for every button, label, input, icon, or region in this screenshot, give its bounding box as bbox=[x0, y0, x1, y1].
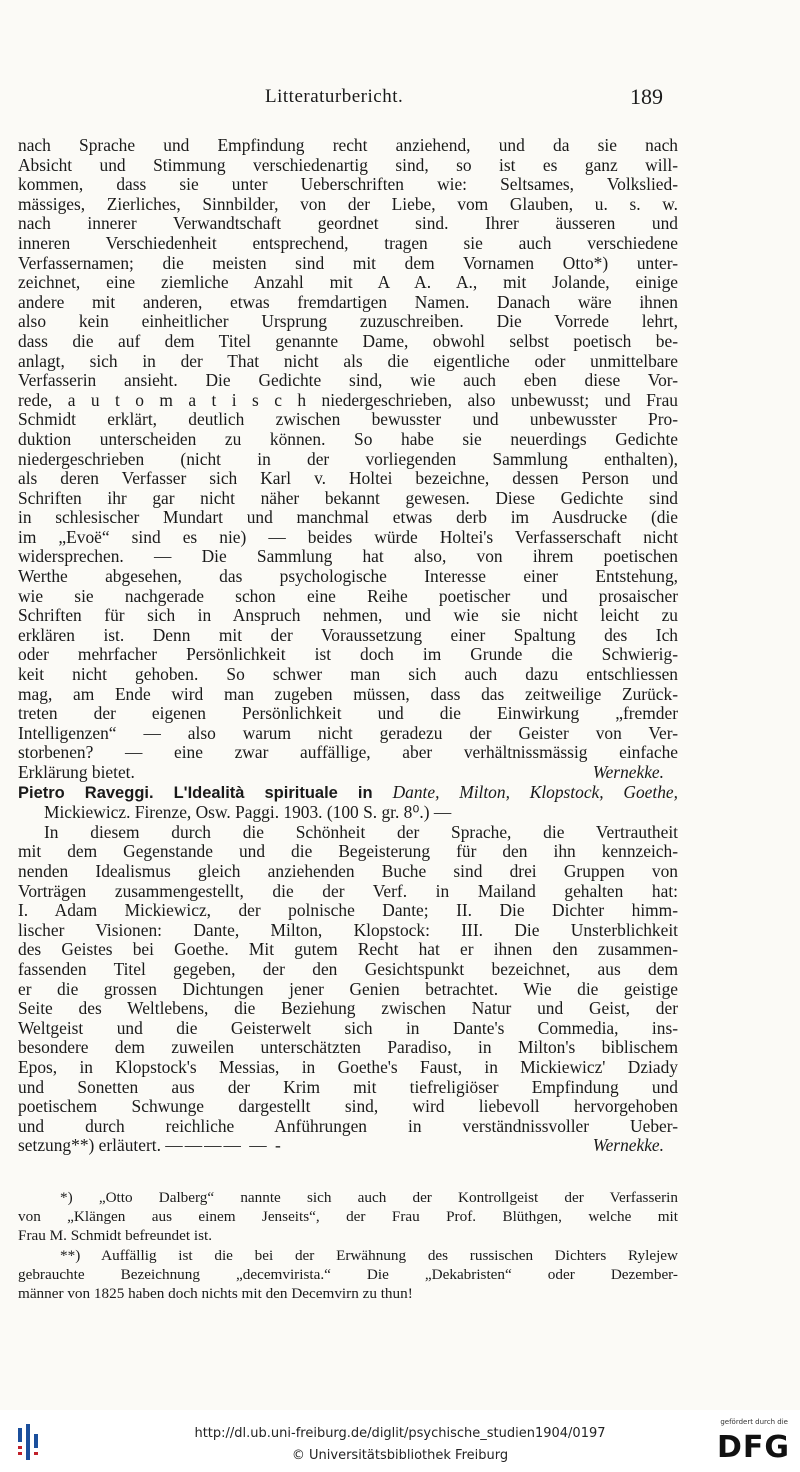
funder-caption: gefördert durch die bbox=[720, 1418, 788, 1426]
footnote-line: männer von 1825 haben doch nichts mit den Decemvirn zu thun! bbox=[18, 1285, 413, 1303]
footnote-line: Frau M. Schmidt befreundet ist. bbox=[18, 1227, 213, 1245]
text-line: besondere dem zuweilen unterschätzten Paradiso, in Milton's biblischem bbox=[18, 1037, 678, 1058]
text-line: nach Sprache und Empfindung recht anziehend, und da sie nach bbox=[18, 135, 678, 155]
text-line: lischer Visionen: Dante, Milton, Klopstock: III. Die Unsterblichkeit bbox=[18, 919, 678, 940]
text-line: als deren Verfasser sich Karl v. Holtei bezeichne, dessen Person und bbox=[18, 468, 678, 489]
text-line: nach innerer Verwandtschaft geordnet sind. Ihrer äusseren und bbox=[18, 213, 678, 234]
text-line: In diesem durch die Schönheit der Sprache, die Vertrautheit bbox=[44, 821, 678, 842]
text-line: im „Evoë“ sind es nie) — beides würde Holtei's Verfasserschaft nicht bbox=[18, 526, 678, 547]
text-line: Epos, in Klopstock's Messias, in Goethe's Faust, in Mickiewicz' Dziady bbox=[18, 1056, 678, 1077]
dfg-logo-text: DFG bbox=[716, 1430, 790, 1465]
text-line: des Geistes bei Goethe. Mit gutem Recht hat er ihnen den zusammen- bbox=[18, 939, 678, 960]
footnote-line: *) „Otto Dalberg“ nannte sich auch der Kontrollgeist der Verfasserin bbox=[60, 1189, 678, 1206]
text-line: andere mit anderen, etwas fremdartigen Namen. Danach wäre ihnen bbox=[18, 291, 678, 312]
text-line: mag, am Ende wird man zugeben müssen, dass das zeitweilige Zurück- bbox=[18, 683, 678, 704]
reviewer-signature: Wernekke. bbox=[592, 1135, 664, 1156]
footnotes bbox=[18, 1188, 678, 1303]
text-line: anlagt, sich in der That nicht als die eigentliche oder unmittelbare bbox=[18, 350, 678, 371]
text-line: mässiges, Zierliches, Sinnbilder, von der Liebe, vom Glauben, u. s. w. bbox=[18, 193, 678, 214]
text-line: duktion unterscheiden zu können. So habe sie neuerdings Gedichte bbox=[18, 428, 678, 449]
text-line: treten der eigenen Persönlichkeit und die Einwirkung „fremder bbox=[18, 703, 678, 724]
text-line: Absicht und Stimmung verschiedenartig sind, so ist es ganz will- bbox=[18, 154, 678, 175]
reviewer-signature: Wernekke. bbox=[592, 762, 664, 782]
text-line: und durch reichliche Anführungen in verständnissvoller Ueber- bbox=[18, 1115, 678, 1136]
text-line: nenden Idealismus gleich anziehenden Buche sind drei Gruppen von bbox=[18, 860, 678, 881]
text-line: Schriften ihr gar nicht näher bekannt gewesen. Diese Gedichte sind bbox=[18, 487, 678, 508]
text-line: widersprechen. — Die Sammlung hat also, von ihrem poetischen bbox=[18, 546, 678, 567]
text-line: also kein einheitlicher Ursprung zuzuschreiben. Die Vorrede lehrt, bbox=[18, 311, 678, 332]
page-number: 189 bbox=[630, 84, 663, 109]
paragraph-end: Erklärung bietet. Wernekke. bbox=[18, 763, 678, 783]
permalink[interactable]: http://dl.ub.uni-freiburg.de/diglit/psychische_studien1904/0197 bbox=[194, 1426, 606, 1441]
copyright-notice: © Universitätsbibliothek Freiburg bbox=[291, 1448, 509, 1463]
running-head: Litteraturbericht. bbox=[265, 86, 404, 107]
text-line: Werthe abgesehen, das psychologische Interesse einer Entstehung, bbox=[18, 566, 678, 587]
text-line: rede, a u t o m a t i s c h niedergeschrieben, also unbewusst; und Frau bbox=[18, 389, 678, 410]
text-line: Seite des Weltlebens, die Beziehung zwischen Natur und Geist, der bbox=[18, 998, 678, 1019]
footnote-line: gebrauchte Bezeichnung „decemvirista.“ Die „Dekabristen“ oder Dezember- bbox=[18, 1265, 678, 1283]
text-line: Verfasserin ansieht. Die Gedichte sind, wie auch eben diese Vor- bbox=[18, 370, 678, 391]
text-line: Intelligenzen“ — also warum nicht geradezu der Geister von Ver- bbox=[18, 722, 678, 743]
review-paragraph-end: setzung**) erläutert. ———— — - Wernekke. bbox=[18, 1136, 678, 1156]
text-line: kommen, dass sie unter Ueberschriften wie: Seltsames, Volkslied- bbox=[18, 174, 678, 195]
text-line: storbenen? — eine zwar auffällige, aber verhältnissmässig einfache bbox=[18, 742, 678, 763]
text-line: mit dem Gegenstande und die Begeisterung für den ihn kennzeich- bbox=[18, 841, 678, 862]
text-line: Vorträgen zusammengestellt, die der Verf. in Mailand gehalten hat: bbox=[18, 880, 678, 901]
footnote-1 bbox=[18, 1188, 678, 1246]
separator-rule: ———— — - bbox=[165, 1135, 283, 1156]
text-line: Verfassernamen; die meisten sind mit dem Vornamen Otto*) unter- bbox=[18, 252, 678, 273]
text-line: dass die auf dem Titel genannte Dame, obwohl selbst poetisch be- bbox=[18, 330, 678, 351]
footnote-line: **) Auffällig ist die bei der Erwähnung des russischen Dichters Rylejew bbox=[60, 1246, 678, 1264]
text-line: poetischem Schwunge dargestellt sind, wird liebevoll hervorgehoben bbox=[18, 1096, 678, 1117]
paragraph-continuation bbox=[18, 136, 678, 763]
text-line: zeichnet, eine ziemliche Anzahl mit A A. A., mit Jolande, einige bbox=[18, 272, 678, 293]
text-line: wie sie nachgerade schon eine Reihe poetischer und prosaischer bbox=[18, 585, 678, 606]
text-line: Weltgeist und die Geisterwelt sich in Dante's Commedia, ins- bbox=[18, 1017, 678, 1038]
body-text bbox=[18, 136, 678, 1156]
text-line: fassenden Titel gegeben, der den Gesichtspunkt bezeichnet, aus dem bbox=[18, 958, 678, 979]
review-heading: Pietro Raveggi. L'Idealità spirituale in Dante, Milton, Klopstock, Goethe, bbox=[18, 781, 678, 802]
text-line: oder mehrfacher Persönlichkeit ist doch im Grunde die Schwierig- bbox=[18, 644, 678, 665]
footnote-line: von „Klängen aus einem Jenseits“, der Frau Prof. Blüthgen, welche mit bbox=[18, 1208, 678, 1226]
text-line: niedergeschrieben (nicht in der vorliegenden Sammlung enthalten), bbox=[18, 448, 678, 469]
text-line: keit nicht gehoben. So schwer man sich auch dazu entschliessen bbox=[18, 664, 678, 685]
text-line: Schmidt erklärt, deutlich zwischen bewusster und unbewusster Pro- bbox=[18, 409, 678, 430]
text-line: inneren Verschiedenheit entsprechend, tragen sie auch verschiedene bbox=[18, 232, 678, 253]
viewer-footer bbox=[0, 1410, 800, 1472]
text-line: I. Adam Mickiewicz, der polnische Dante; II. Die Dichter himm- bbox=[18, 900, 678, 921]
text-line: Schriften für sich in Anspruch nehmen, und wie sie nicht leicht zu bbox=[18, 605, 678, 626]
text-line: erklären ist. Denn mit der Voraussetzung einer Spaltung des Ich bbox=[18, 624, 678, 645]
text-line: in schlesischer Mundart und manchmal etwas derb im Ausdrucke (die bbox=[18, 507, 678, 528]
footnote-2 bbox=[18, 1246, 678, 1304]
review-paragraph bbox=[18, 823, 678, 1137]
text-line: er die grossen Dichtungen jener Genien betrachtet. Wie die geistige bbox=[18, 978, 678, 999]
text-line: und Sonetten aus der Krim mit tiefreligiöser Empfindung und bbox=[18, 1076, 678, 1097]
review-heading-line2: Mickiewicz. Firenze, Osw. Paggi. 1903. (100 S. gr. 8⁰.) — bbox=[44, 802, 452, 823]
